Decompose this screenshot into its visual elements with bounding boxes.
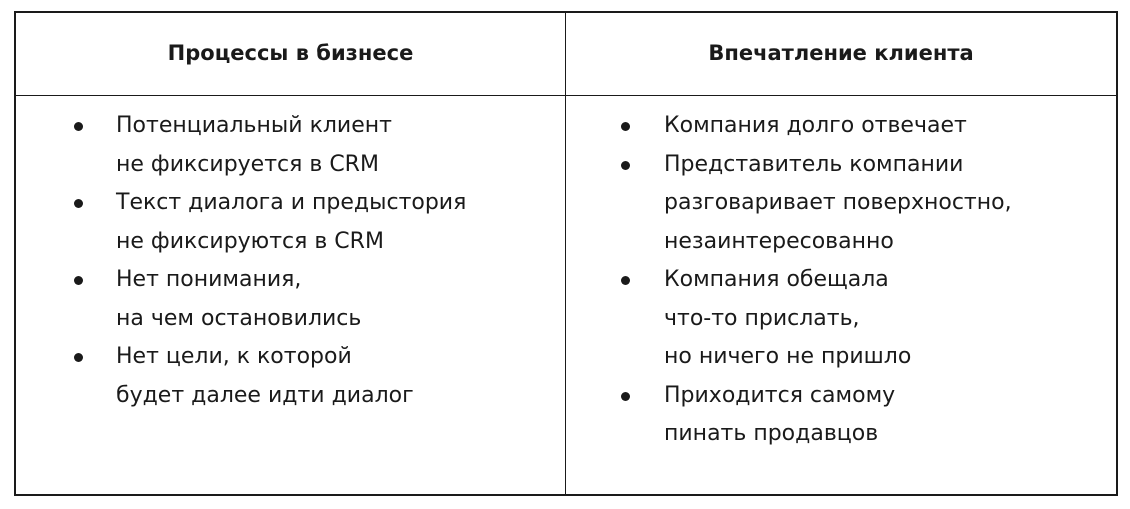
list-item <box>566 261 1116 377</box>
list-item-line: не фиксируется в CRM <box>116 151 379 177</box>
list-item-line: Представитель компании <box>664 151 964 177</box>
column-client-impression <box>566 96 1116 494</box>
client-impression-list <box>566 107 1116 454</box>
header-business-processes-label: Процессы в бизнесе <box>167 41 414 65</box>
list-item <box>16 184 565 261</box>
bullet-icon <box>74 199 83 208</box>
list-item-line: не фиксируются в CRM <box>116 228 384 254</box>
column-business-processes <box>16 96 566 494</box>
bullet-icon <box>74 122 83 131</box>
list-item-line: незаинтересованно <box>664 228 894 254</box>
list-item-line: пинать продавцов <box>664 421 879 446</box>
list-item-line: Компания долго отвечает <box>664 113 967 138</box>
list-item-line: что-то прислать, <box>664 305 860 331</box>
list-item-line: но ничего не пришло <box>664 344 912 369</box>
list-item <box>16 107 565 184</box>
bullet-icon <box>621 276 630 285</box>
comparison-table <box>14 11 1118 496</box>
list-item-line: Потенциальный клиент <box>116 113 392 138</box>
list-item-line: разговаривает поверхностно, <box>664 190 1012 215</box>
list-item-line: Приходится самому <box>664 382 896 408</box>
list-item <box>566 146 1116 262</box>
list-item <box>566 377 1116 454</box>
list-item-line: Нет цели, к которой <box>116 344 352 369</box>
list-item-line: Нет понимания, <box>116 267 302 292</box>
list-item-line: будет далее идти диалог <box>116 382 414 408</box>
list-item <box>566 107 1116 146</box>
bullet-icon <box>621 161 630 170</box>
list-item <box>16 261 565 338</box>
bullet-icon <box>621 122 630 131</box>
header-client-impression <box>566 13 1116 96</box>
header-client-impression-label: Впечатление клиента <box>708 41 974 65</box>
bullet-icon <box>621 392 630 401</box>
business-processes-list <box>16 107 565 415</box>
header-business-processes <box>16 13 566 96</box>
list-item <box>16 338 565 415</box>
list-item-line: Текст диалога и предыстория <box>116 190 467 215</box>
bullet-icon <box>74 353 83 362</box>
list-item-line: на чем остановились <box>116 305 362 331</box>
list-item-line: Компания обещала <box>664 267 889 292</box>
bullet-icon <box>74 276 83 285</box>
